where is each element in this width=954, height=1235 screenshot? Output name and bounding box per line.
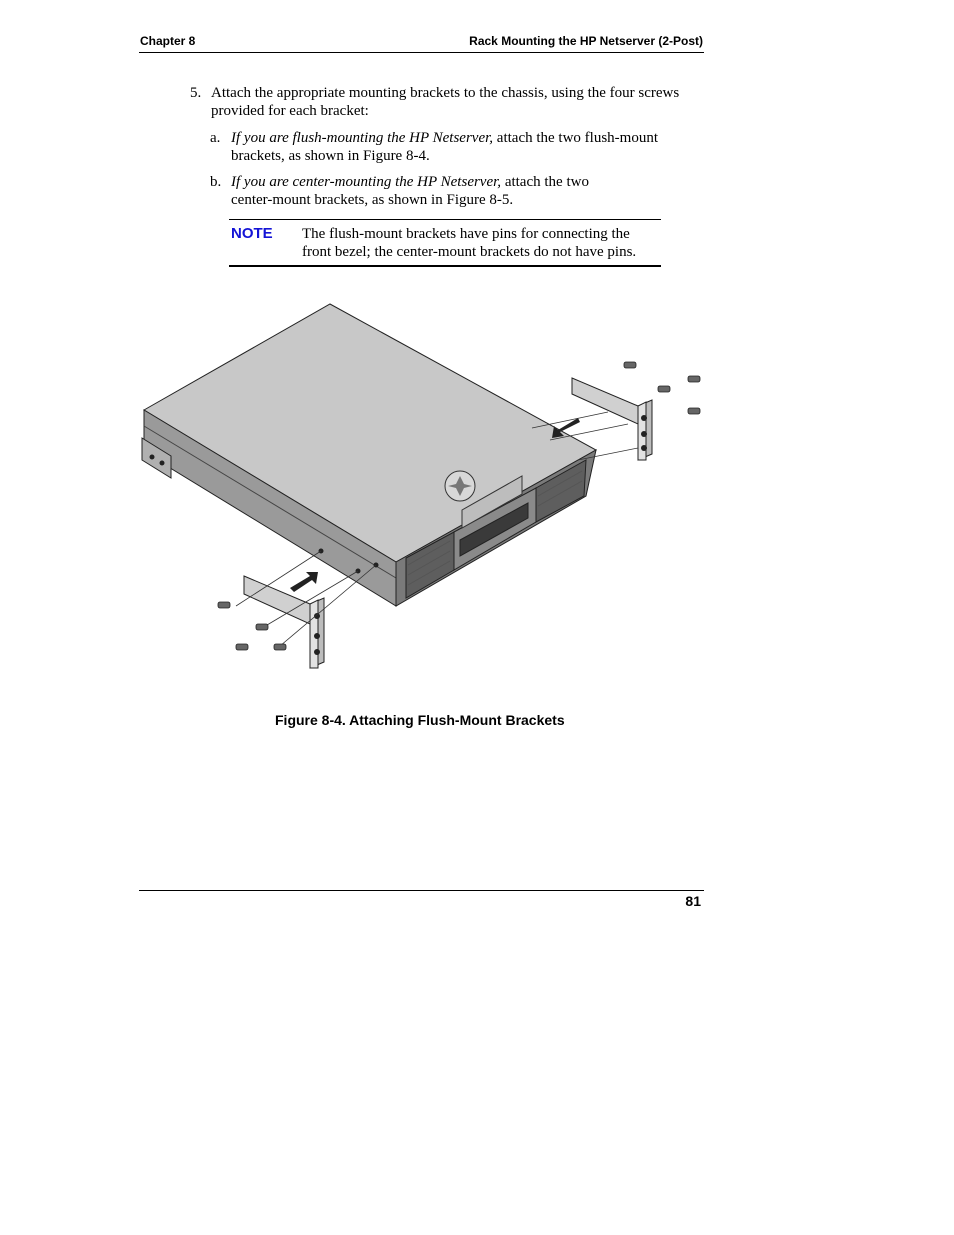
- substep-condition: If you are center-mounting the HP Netserver,: [231, 174, 502, 190]
- step-number: 5.: [190, 85, 202, 101]
- substep-text: [231, 173, 631, 209]
- running-header-chapter: Chapter 8: [140, 34, 196, 48]
- page-number: 81: [685, 893, 701, 909]
- note-bottom-rule: [229, 265, 661, 267]
- left-flush-mount-bracket: [244, 576, 324, 668]
- figure-caption: Figure 8-4. Attaching Flush-Mount Brackets: [275, 712, 565, 728]
- substep-label: b.: [210, 174, 222, 190]
- footer-rule: [139, 890, 704, 891]
- note-label: NOTE: [231, 225, 273, 242]
- substep-instruction: attach the two center-mount brackets, as shown in Figure 8-5.: [231, 174, 589, 208]
- note-text: The flush-mount brackets have pins for connecting the front bezel; the center-mount brackets do not have pins.: [302, 226, 637, 260]
- header-rule: [139, 52, 704, 53]
- substep-instruction: attach the two flush-mount brackets, as shown in Figure 8-4.: [231, 130, 659, 164]
- step-text: Attach the appropriate mounting brackets to the chassis, using the four screws provided for each bracket:: [211, 85, 680, 119]
- substep-text: [231, 129, 687, 165]
- substep-label: a.: [210, 130, 221, 146]
- note-top-rule: [229, 219, 661, 220]
- substep-condition: If you are flush-mounting the HP Netserver,: [231, 130, 494, 146]
- running-header-title: Rack Mounting the HP Netserver (2-Post): [469, 34, 703, 48]
- figure-flush-mount-brackets: [138, 300, 708, 670]
- server-chassis: [142, 304, 596, 606]
